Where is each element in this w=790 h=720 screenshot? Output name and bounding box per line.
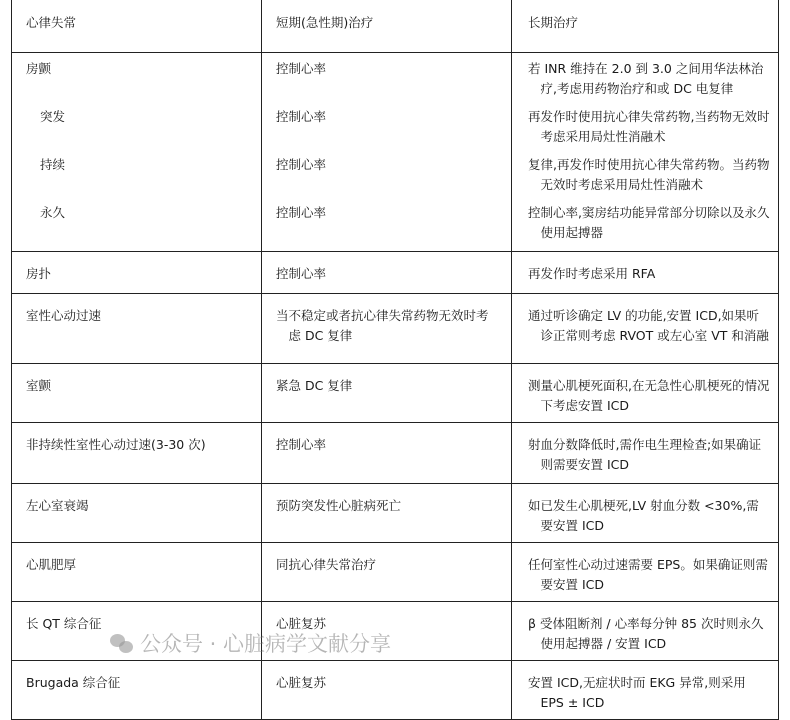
table-row-af (12, 53, 778, 252)
row-name: 室颤 (12, 364, 262, 422)
row-long: 任何室性心动过速需要 EPS。如果确证则需要安置 ICD (528, 557, 768, 592)
table-row (12, 661, 778, 719)
row-short: 心脏复苏 (262, 602, 512, 660)
af-subtype-row (12, 197, 778, 251)
watermark (110, 632, 391, 656)
row-long: 再发作时考虑采用 RFA (528, 266, 656, 281)
af-subtype-long: 控制心率,窦房结功能异常部分切除以及永久使用起搏器 (528, 205, 770, 240)
af-row (12, 53, 778, 101)
row-name: 室性心动过速 (12, 294, 262, 363)
af-subtype-short: 控制心率 (262, 101, 512, 149)
table-row (12, 423, 778, 484)
af-subtype-short: 控制心率 (262, 197, 512, 251)
header-short-term: 短期(急性期)治疗 (262, 0, 512, 52)
row-long: 射血分数降低时,需作电生理检查;如果确证则需要安置 ICD (528, 437, 762, 472)
table-row (12, 484, 778, 543)
af-subtype-row (12, 149, 778, 197)
row-name: 心肌肥厚 (12, 543, 262, 601)
wechat-icon (110, 634, 134, 654)
af-subtype-short: 控制心率 (262, 149, 512, 197)
table-row (12, 294, 778, 364)
af-subtype-name: 持续 (12, 149, 262, 197)
row-long: β 受体阻断剂 / 心率每分钟 85 次时则永久使用起搏器 / 安置 ICD (528, 616, 764, 651)
af-subtype-name: 突发 (12, 101, 262, 149)
row-long: 安置 ICD,无症状时而 EKG 异常,则采用 EPS ± ICD (528, 675, 746, 710)
table-row (12, 364, 778, 423)
row-long: 测量心肌梗死面积,在无急性心肌梗死的情况下考虑安置 ICD (528, 378, 770, 413)
af-subtype-name: 永久 (12, 197, 262, 251)
af-subtype-long: 再发作时使用抗心律失常药物,当药物无效时考虑采用局灶性消融术 (528, 109, 770, 144)
af-short: 控制心率 (262, 53, 512, 101)
af-name: 房颤 (12, 53, 262, 101)
table-row (12, 252, 778, 294)
af-long: 若 INR 维持在 2.0 到 3.0 之间用华法林治疗,考虑用药物治疗和或 DC 电复律 (528, 61, 764, 96)
row-short: 预防突发性心脏病死亡 (262, 484, 512, 542)
row-name: Brugada 综合征 (12, 661, 262, 719)
header-long-term: 长期治疗 (528, 15, 579, 30)
row-long: 如已发生心肌梗死,LV 射血分数 <30%,需要安置 ICD (528, 498, 759, 533)
table-header-row (12, 0, 778, 53)
row-name: 左心室衰竭 (12, 484, 262, 542)
row-name: 长 QT 综合征 (12, 602, 262, 660)
af-subtype-long: 复律,再发作时使用抗心律失常药物。当药物无效时考虑采用局灶性消融术 (528, 157, 770, 192)
row-short: 控制心率 (262, 423, 512, 483)
row-short: 心脏复苏 (262, 661, 512, 719)
row-name: 房扑 (12, 252, 262, 293)
row-long: 通过听诊确定 LV 的功能,安置 ICD,如果听诊正常则考虑 RVOT 或左心室 VT 和消融 (528, 308, 769, 343)
row-short: 控制心率 (262, 252, 512, 293)
row-name: 非持续性室性心动过速(3-30 次) (12, 423, 262, 483)
row-short: 同抗心律失常治疗 (262, 543, 512, 601)
af-subtype-row (12, 101, 778, 149)
row-short: 当不稳定或者抗心律失常药物无效时考虑 DC 复律 (276, 308, 489, 343)
row-short: 紧急 DC 复律 (262, 364, 512, 422)
table-row (12, 543, 778, 602)
arrhythmia-treatment-table (11, 0, 779, 720)
header-arrhythmia: 心律失常 (12, 0, 262, 52)
watermark-text: 公众号 · 心脏病学文献分享 (140, 632, 392, 656)
